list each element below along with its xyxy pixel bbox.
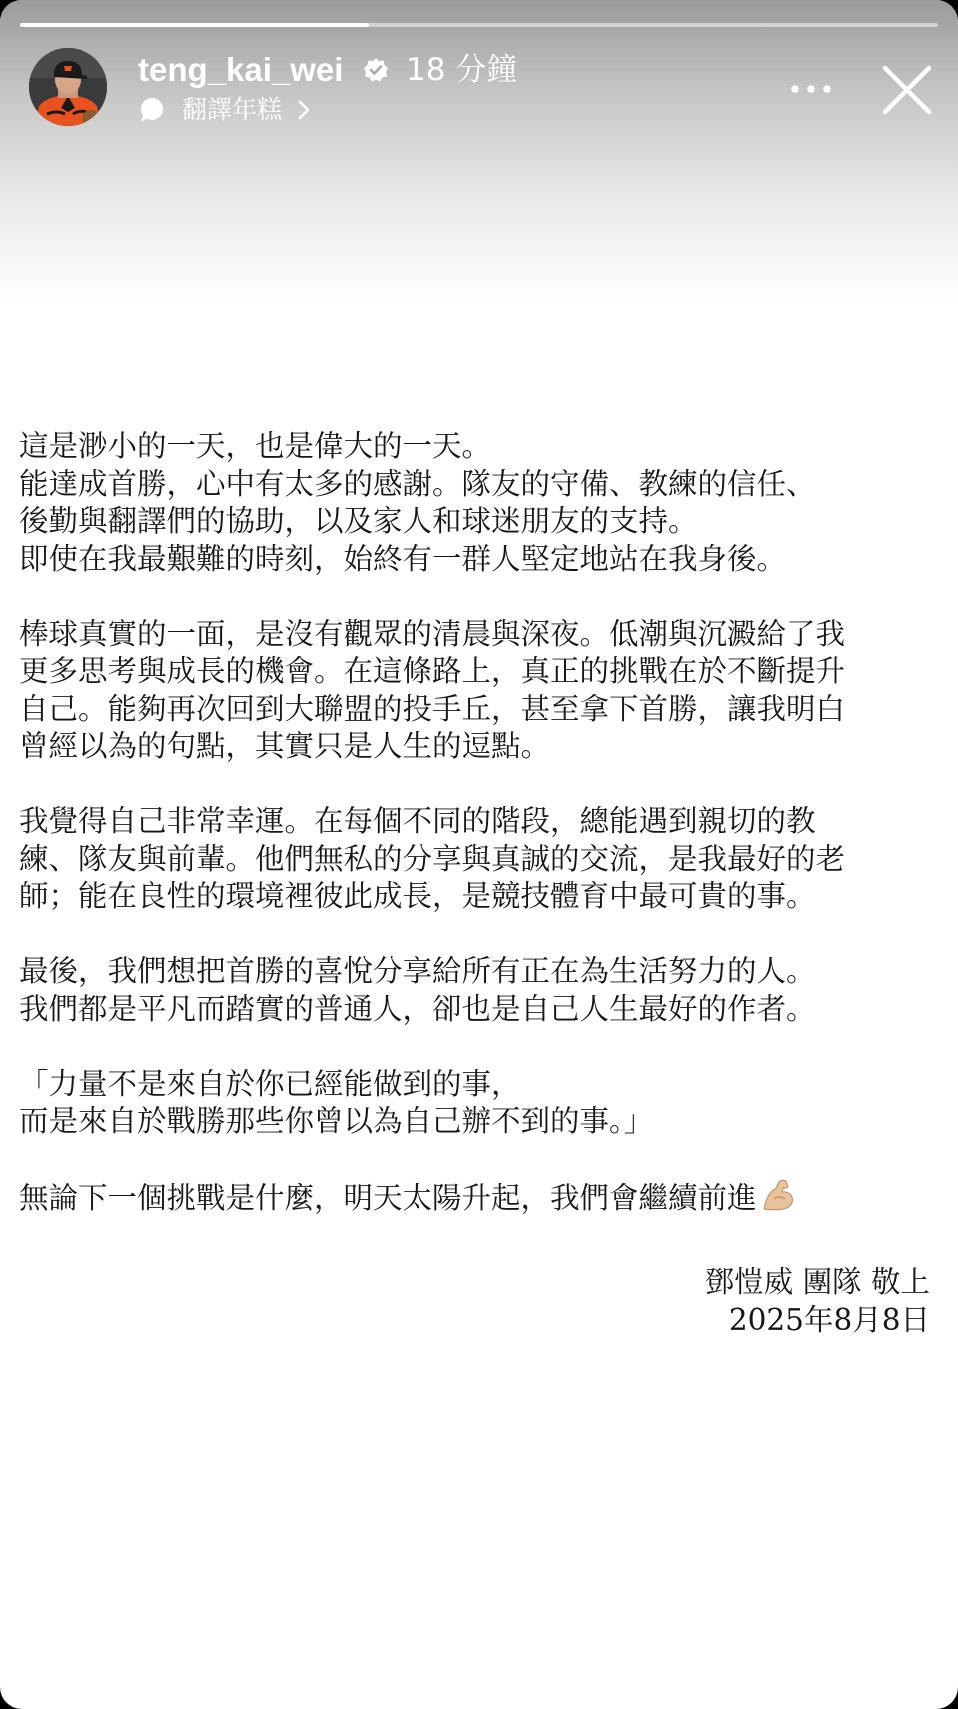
- signature-date: 2025年8月8日: [728, 1303, 930, 1337]
- letter-line: 這是渺小的一天，也是偉大的一天。: [19, 429, 492, 463]
- verified-badge-icon: [363, 57, 389, 83]
- speech-bubble-icon: [138, 96, 166, 124]
- letter-line: 自己。能夠再次回到大聯盟的投手丘，甚至拿下首勝，讓我明白: [19, 691, 846, 726]
- profile-avatar[interactable]: [29, 48, 107, 126]
- letter-line: 我覺得自己非常幸運。在每個不同的階段，總能遇到親切的教: [19, 804, 816, 838]
- letter-line: 曾經以為的句點，其實只是人生的逗點。: [19, 729, 551, 763]
- paragraph-gap: [19, 1028, 947, 1066]
- letter-line: 即使在我最艱難的時刻，始終有一群人堅定地站在我身後。: [19, 541, 787, 576]
- username[interactable]: teng_kai_wei: [138, 51, 344, 88]
- flexed-biceps-icon: [761, 1178, 795, 1212]
- letter-line: 棒球真實的一面，是沒有觀眾的清晨與深夜。低潮與沉澱給了我: [19, 616, 846, 651]
- paragraph-gap: [19, 578, 947, 616]
- letter-line: 師；能在良性的環境裡彼此成長，是競技體育中最可貴的事。: [19, 879, 816, 913]
- story-progress-bar: [20, 23, 938, 27]
- letter-line: 後勤與翻譯們的協助，以及家人和球迷朋友的支持。: [19, 504, 698, 538]
- letter-line: 我們都是平凡而踏實的普通人，卻也是自己人生最好的作者。: [19, 991, 816, 1026]
- more-options-icon[interactable]: [788, 76, 834, 102]
- letter-line: 最後，我們想把首勝的喜悅分享給所有正在為生活努力的人。: [19, 954, 816, 988]
- post-timestamp: 18 分鐘: [406, 52, 518, 88]
- signature-name: 鄧愷威 團隊 敬上: [704, 1265, 930, 1299]
- quote-line: 「力量不是來自於你已經能做到的事，: [19, 1066, 521, 1101]
- chevron-right-icon: [296, 99, 312, 121]
- paragraph-gap: [19, 766, 947, 804]
- attribution-row[interactable]: [138, 92, 312, 128]
- header-gradient: [0, 0, 958, 300]
- paragraph-gap: [19, 1141, 947, 1179]
- quote-line: 而是來自於戰勝那些你曾以為自己辦不到的事。」: [19, 1104, 654, 1138]
- closing-text: 無論下一個挑戰是什麼，明天太陽升起，我們會繼續前進: [19, 1181, 757, 1215]
- attribution-label: 翻譯年糕: [182, 95, 283, 124]
- letter-line: 能達成首勝，心中有太多的感謝。隊友的守備、教練的信任、: [19, 466, 816, 501]
- signature-block: [705, 1263, 930, 1339]
- story-progress-fill: [20, 23, 369, 27]
- closing-line: [19, 1178, 947, 1218]
- player-photo: [29, 48, 107, 126]
- letter-line: 更多思考與成長的機會。在這條路上，真正的挑戰在於不斷提升: [19, 654, 846, 688]
- paragraph-gap: [19, 916, 947, 954]
- close-icon[interactable]: [880, 63, 934, 117]
- letter-line: 練、隊友與前輩。他們無私的分享與真誠的交流，是我最好的老: [19, 841, 846, 876]
- letter-body: [19, 428, 947, 1218]
